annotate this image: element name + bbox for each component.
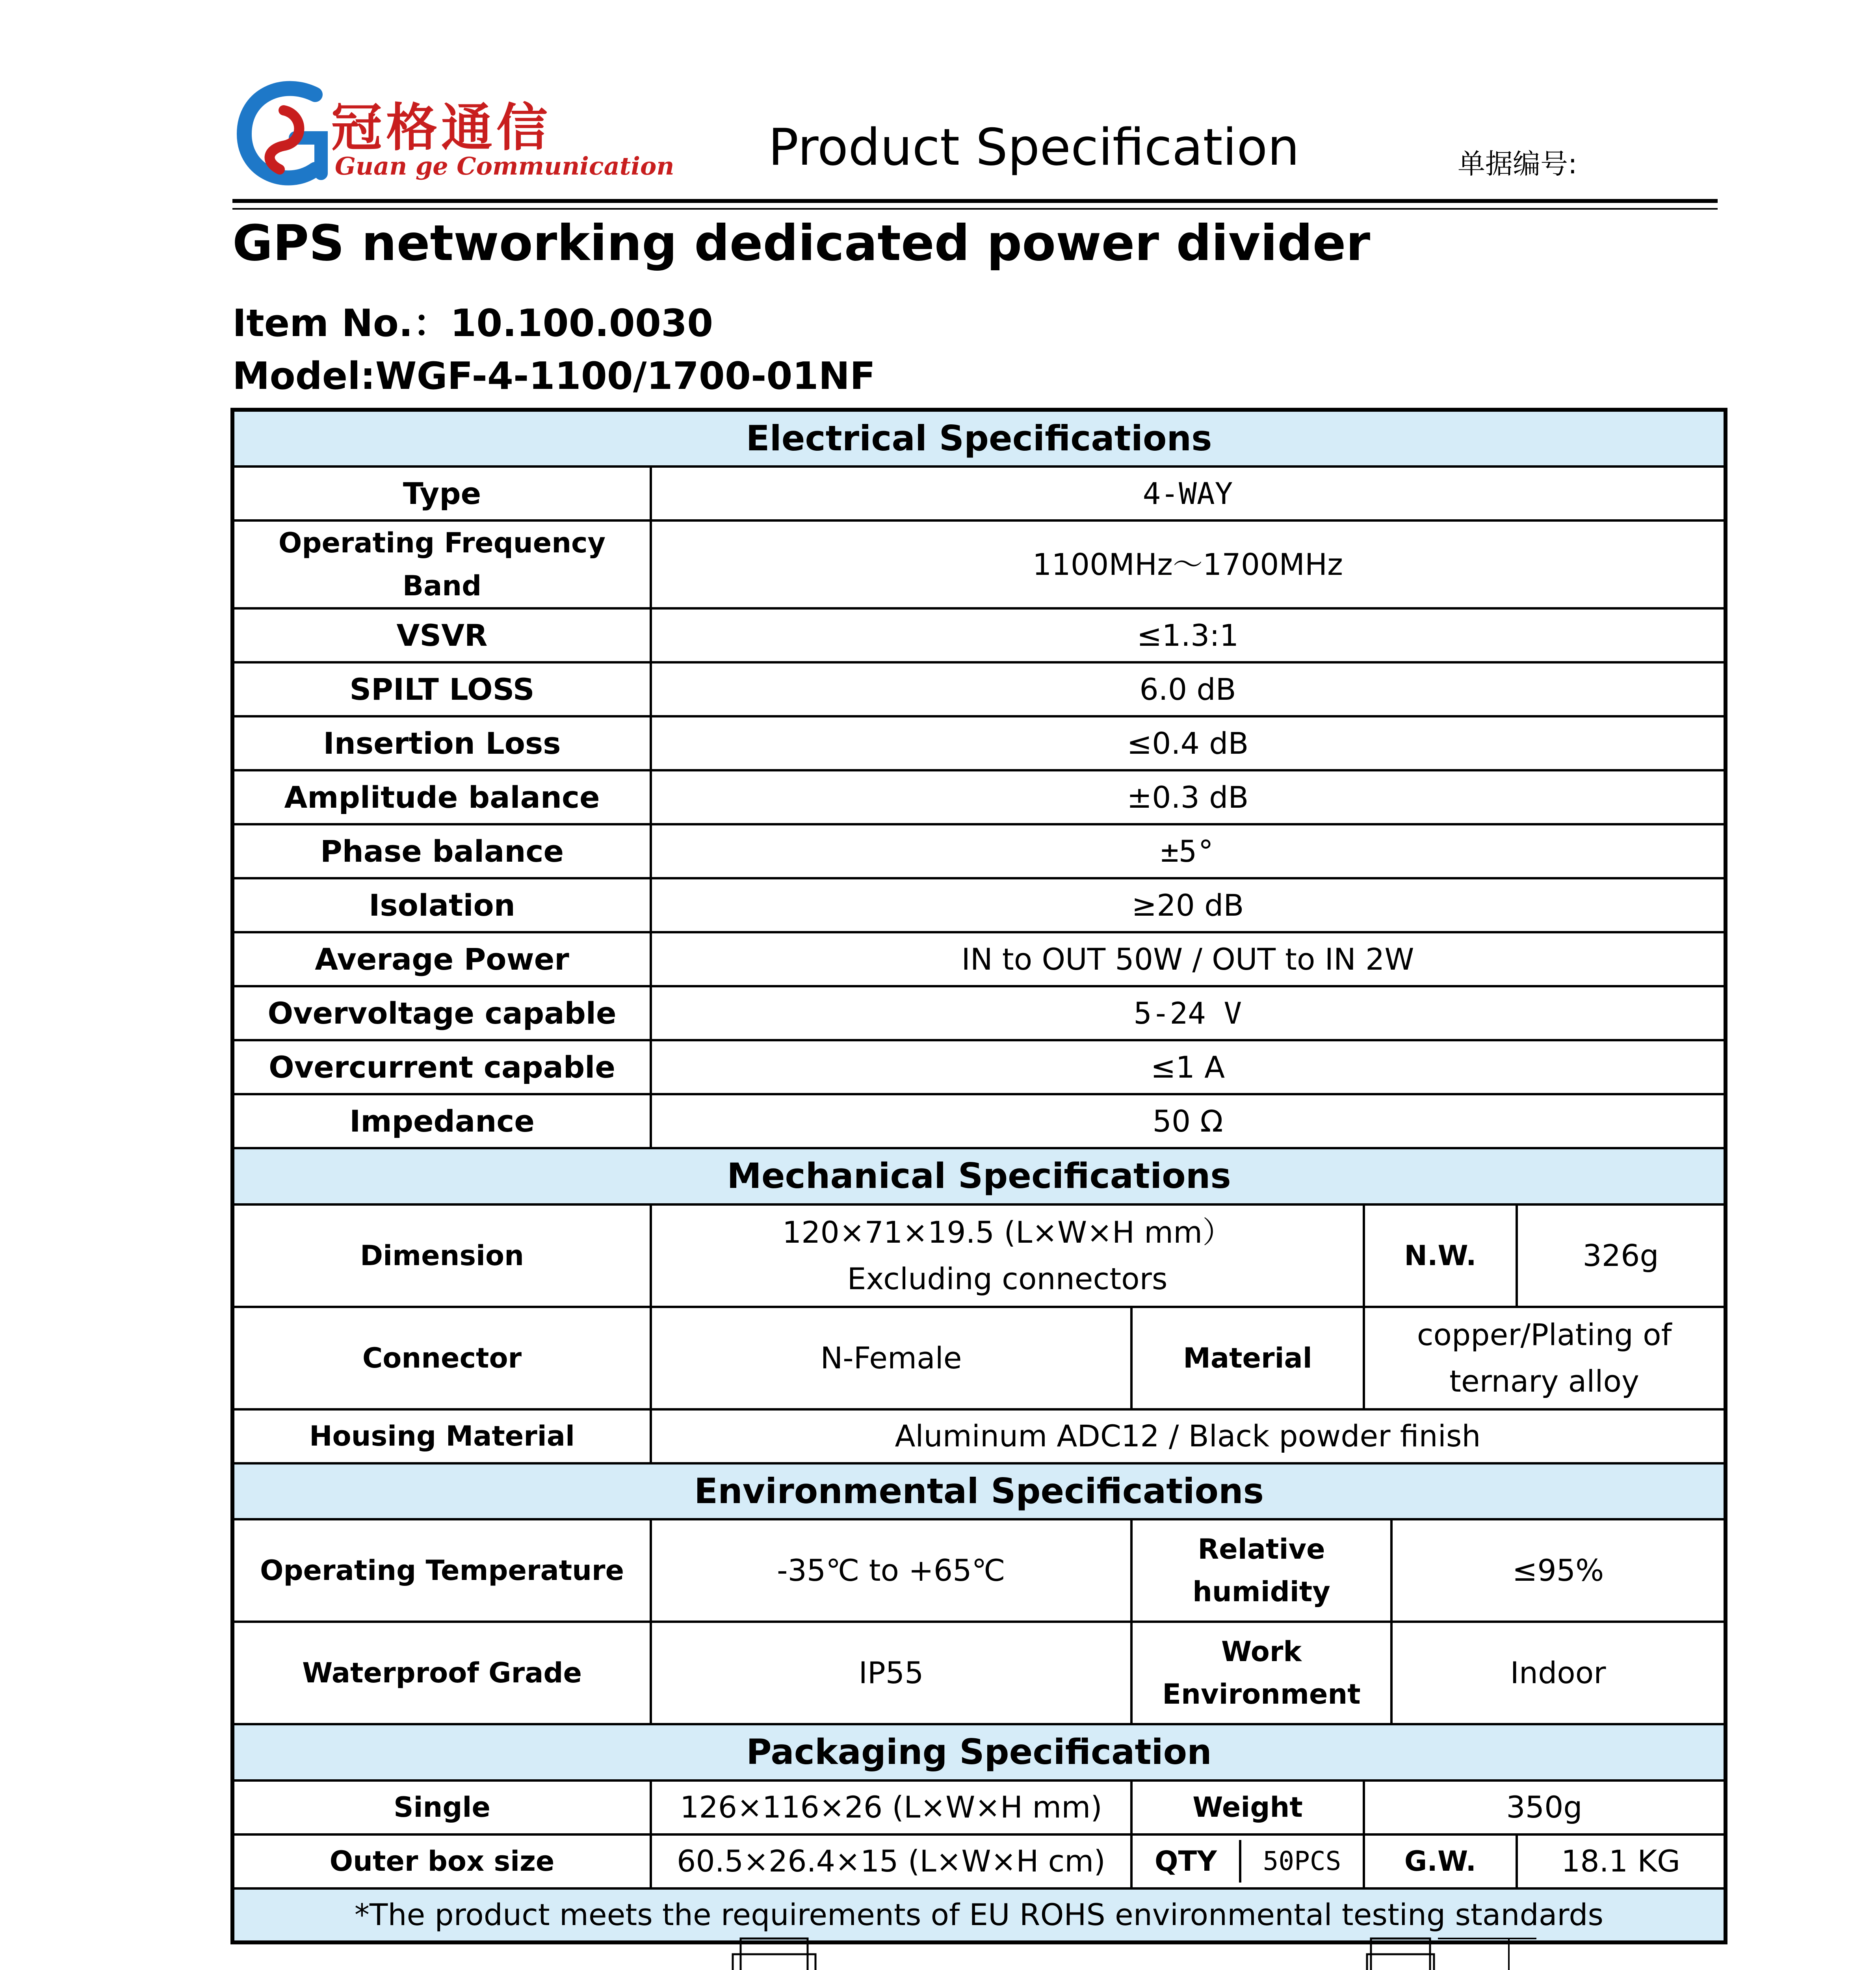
spec-label: Overvoltage capable bbox=[232, 986, 651, 1040]
housing-value: Aluminum ADC12 / Black powder finish bbox=[651, 1409, 1726, 1463]
electrical-heading: Electrical Specifications bbox=[232, 410, 1726, 466]
outer-box-label: Outer box size bbox=[232, 1834, 651, 1888]
nw-label: N.W. bbox=[1364, 1204, 1517, 1307]
housing-label: Housing Material bbox=[232, 1409, 651, 1463]
connector-label: Connector bbox=[232, 1307, 651, 1409]
model-number: Model:WGF-4-1100/1700-01NF bbox=[232, 355, 876, 398]
dimension-label: Dimension bbox=[232, 1204, 651, 1307]
spec-value: 4-WAY bbox=[651, 466, 1726, 520]
work-environment-label-line1: Work bbox=[1221, 1635, 1302, 1668]
spec-value: 50 Ω bbox=[651, 1094, 1726, 1148]
spec-value: IN to OUT 50W / OUT to IN 2W bbox=[651, 932, 1726, 986]
spec-row bbox=[232, 608, 1726, 662]
spec-value: ±0.3 dB bbox=[651, 770, 1726, 824]
spec-label: Impedance bbox=[232, 1094, 651, 1148]
single-value: 126×116×26 (L×W×H mm) bbox=[651, 1780, 1131, 1834]
connector-value: N-Female bbox=[651, 1307, 1131, 1409]
spec-label: Operating Frequency Band bbox=[232, 520, 651, 608]
spec-label: Overcurrent capable bbox=[232, 1040, 651, 1094]
qty-value: 50PCS bbox=[1263, 1845, 1341, 1876]
environmental-heading: Environmental Specifications bbox=[232, 1463, 1726, 1519]
spec-row bbox=[232, 520, 1726, 608]
work-environment-value: Indoor bbox=[1391, 1622, 1726, 1724]
spec-row bbox=[232, 1040, 1726, 1094]
header-rule-thin bbox=[232, 208, 1718, 210]
material-value bbox=[1364, 1307, 1726, 1409]
rohs-note: *The product meets the requirements of EU ROHS environmental testing standards bbox=[232, 1888, 1726, 1942]
spec-row bbox=[232, 716, 1726, 770]
spec-label: VSVR bbox=[232, 608, 651, 662]
document-number-label: 单据编号: bbox=[1458, 148, 1577, 180]
company-name-cn: 冠格通信 bbox=[331, 97, 552, 158]
spec-label: Isolation bbox=[232, 878, 651, 932]
work-environment-label-line2: Environment bbox=[1162, 1678, 1361, 1711]
humidity-value: ≤95% bbox=[1391, 1519, 1726, 1622]
mechanical-specs bbox=[232, 1148, 1726, 1463]
humidity-label bbox=[1131, 1519, 1391, 1622]
spec-value: ±5° bbox=[651, 824, 1726, 878]
dimension-value-line1: 120×71×19.5 (L×W×H mm） bbox=[782, 1214, 1233, 1250]
packaging-specs bbox=[232, 1724, 1726, 1942]
document-title: Product Specification bbox=[768, 118, 1300, 177]
spec-label: Type bbox=[232, 466, 651, 520]
spec-label: SPILT LOSS bbox=[232, 662, 651, 716]
spec-value: ≥20 dB bbox=[651, 878, 1726, 932]
spec-row bbox=[232, 878, 1726, 932]
weight-label: Weight bbox=[1131, 1780, 1364, 1834]
spec-label: Phase balance bbox=[232, 824, 651, 878]
material-value-line2: ternary alloy bbox=[1449, 1363, 1639, 1399]
outer-box-value: 60.5×26.4×15 (L×W×H cm) bbox=[651, 1834, 1131, 1888]
packaging-heading: Packaging Specification bbox=[232, 1724, 1726, 1780]
spec-row bbox=[232, 986, 1726, 1040]
company-logo bbox=[236, 79, 674, 197]
product-title: GPS networking dedicated power divider bbox=[232, 215, 1371, 272]
humidity-label-line1: Relative bbox=[1198, 1533, 1325, 1565]
spec-row bbox=[232, 466, 1726, 520]
spec-value: ≤1.3:1 bbox=[651, 608, 1726, 662]
material-label: Material bbox=[1131, 1307, 1364, 1409]
spec-label: Amplitude balance bbox=[232, 770, 651, 824]
electrical-specs bbox=[232, 410, 1726, 1148]
spec-row bbox=[232, 1094, 1726, 1148]
gw-value: 18.1 KG bbox=[1517, 1834, 1726, 1888]
dimension-value-line2: Excluding connectors bbox=[847, 1261, 1168, 1296]
spec-value: 5-24 V bbox=[651, 986, 1726, 1040]
item-number: Item No.：10.100.0030 bbox=[232, 302, 713, 345]
spec-value: ≤1 A bbox=[651, 1040, 1726, 1094]
spec-row bbox=[232, 662, 1726, 716]
spec-row bbox=[232, 770, 1726, 824]
logo-g-icon bbox=[236, 79, 339, 189]
temperature-value: -35℃ to +65℃ bbox=[651, 1519, 1131, 1622]
temperature-label: Operating Temperature bbox=[232, 1519, 651, 1622]
work-environment-label bbox=[1131, 1622, 1391, 1724]
company-name-en: Guan ge Communication bbox=[335, 152, 674, 180]
environmental-specs bbox=[232, 1463, 1726, 1724]
dimension-value bbox=[651, 1204, 1364, 1307]
spec-label: Insertion Loss bbox=[232, 716, 651, 770]
specification-table bbox=[230, 408, 1727, 1944]
waterproof-value: IP55 bbox=[651, 1622, 1131, 1724]
qty-label: QTY bbox=[1133, 1840, 1241, 1883]
qty-cell bbox=[1131, 1834, 1364, 1888]
waterproof-label: Waterproof Grade bbox=[232, 1622, 651, 1724]
gw-label: G.W. bbox=[1364, 1834, 1517, 1888]
spec-row bbox=[232, 824, 1726, 878]
material-value-line1: copper/Plating of bbox=[1417, 1317, 1672, 1352]
humidity-label-line2: humidity bbox=[1192, 1576, 1330, 1608]
nw-value: 326g bbox=[1517, 1204, 1726, 1307]
weight-value: 350g bbox=[1364, 1780, 1726, 1834]
spec-value: ≤0.4 dB bbox=[651, 716, 1726, 770]
spec-value: 6.0 dB bbox=[651, 662, 1726, 716]
spec-row bbox=[232, 932, 1726, 986]
single-label: Single bbox=[232, 1780, 651, 1834]
spec-label: Average Power bbox=[232, 932, 651, 986]
header-rule-thick bbox=[232, 199, 1718, 203]
mechanical-heading: Mechanical Specifications bbox=[232, 1148, 1726, 1204]
spec-value: 1100MHz～1700MHz bbox=[651, 520, 1726, 608]
